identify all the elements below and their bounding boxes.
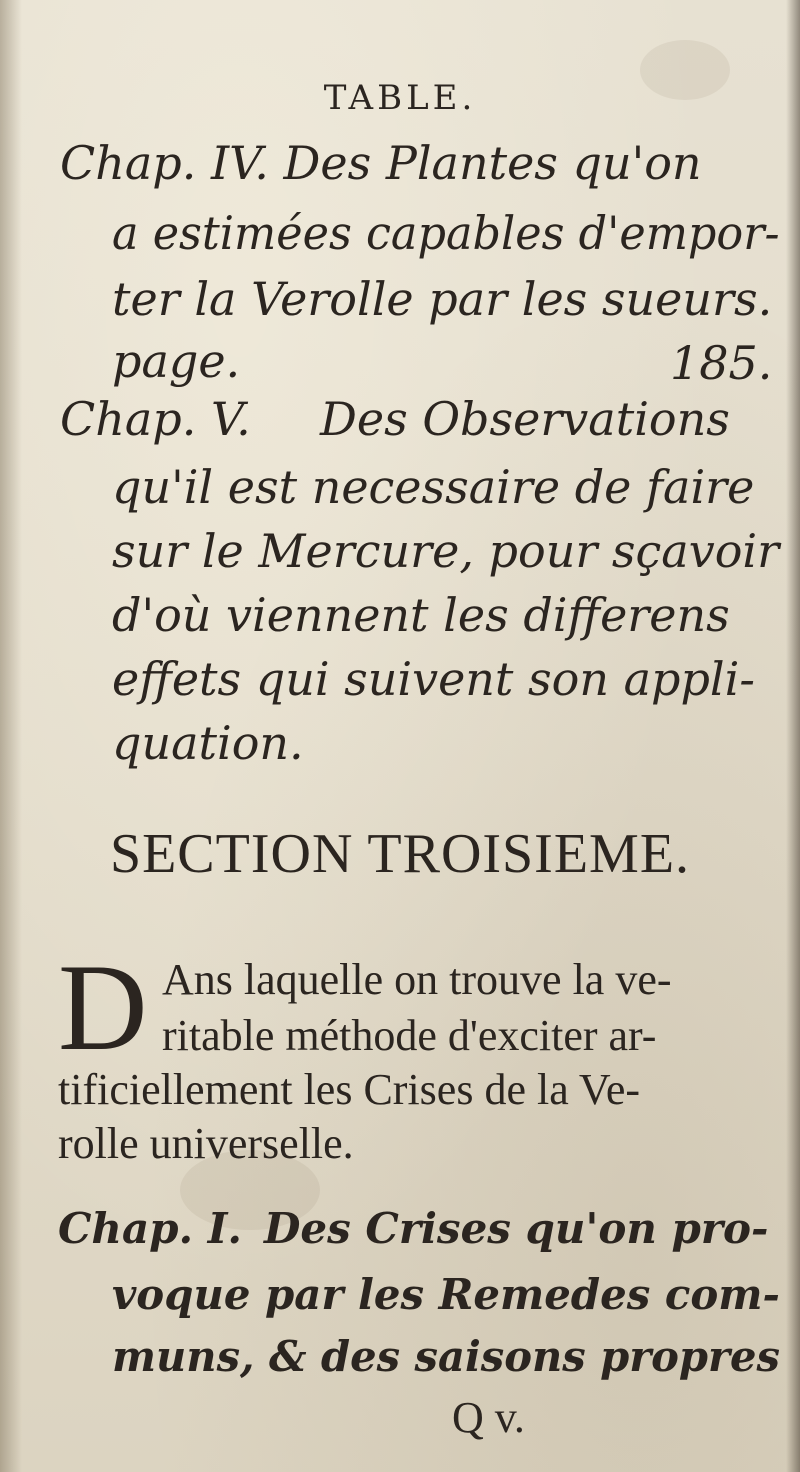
section-line-3: tificiellement les Crises de la Ve- bbox=[58, 1065, 641, 1114]
chapter-4-line-3: ter la Verolle par les sueurs. bbox=[112, 272, 773, 326]
chapter-4-line-1: Chap. IV. Des Plantes qu'on bbox=[60, 136, 702, 190]
chapter-1-title: Des Crises qu'on pro- bbox=[264, 1204, 769, 1253]
chapter-5-title: Des Observations bbox=[320, 392, 730, 446]
chapter-5-label: Chap. V. bbox=[60, 392, 251, 446]
page-header: TABLE. bbox=[323, 78, 477, 118]
chapter-1-label: Chap. I. bbox=[58, 1204, 243, 1253]
chapter-4-line-2: a estimées capables d'empor- bbox=[112, 206, 780, 260]
chapter-4-page-number: 185. bbox=[670, 336, 773, 390]
section-title: SECTION TROISIEME. bbox=[109, 823, 691, 885]
chapter-5-line-3: sur le Mercure, pour sçavoir bbox=[112, 524, 780, 578]
chapter-5-line-6: quation. bbox=[112, 716, 304, 770]
chapter-5-line-5: effets qui suivent son appli- bbox=[112, 652, 755, 706]
chapter-4-page-label: page. bbox=[112, 334, 241, 388]
chapter-1-line-2: voque par les Remedes com- bbox=[112, 1270, 780, 1319]
section-line-4: rolle universelle. bbox=[58, 1119, 354, 1168]
chapter-5-line-4: d'où viennent les differens bbox=[112, 588, 730, 642]
chapter-1-line-3: muns, & des saisons propres bbox=[112, 1332, 780, 1381]
drop-cap-letter: D bbox=[58, 939, 148, 1076]
section-line-1: Ans laquelle on trouve la ve- bbox=[162, 955, 672, 1004]
section-line-2: ritable méthode d'exciter ar- bbox=[162, 1011, 657, 1060]
chapter-5-line-2: qu'il est necessaire de faire bbox=[112, 460, 755, 514]
signature-mark: Q v. bbox=[452, 1393, 525, 1442]
